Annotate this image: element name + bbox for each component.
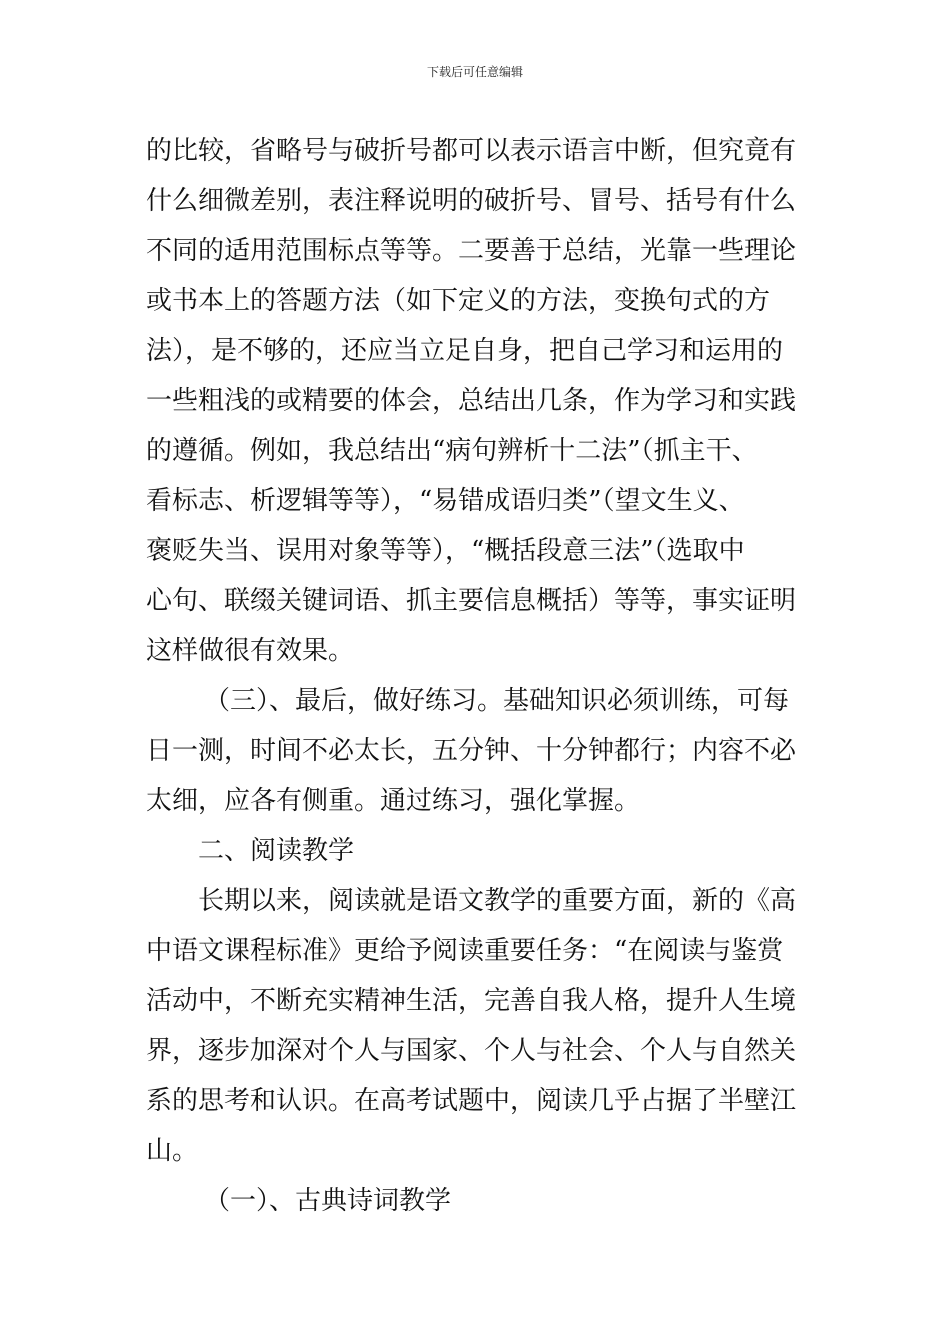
text-line: 这样做很有效果。 bbox=[146, 636, 355, 666]
text-line: 不同的适用范围标点等等。二要善于总结，光靠一些理论 bbox=[146, 236, 797, 266]
page-header: 下载后可任意编辑 bbox=[426, 65, 523, 79]
paragraph-start-line: 长期以来，阅读就是语文教学的重要方面，新的《高 bbox=[198, 886, 797, 916]
text-line: 一些粗浅的或精要的体会，总结出几条，作为学习和实践 bbox=[146, 386, 797, 416]
subsection-heading: （一）、古典诗词教学 bbox=[204, 1186, 452, 1216]
text-line: 法），是不够的，还应当立足自身，把自己学习和运用的 bbox=[146, 336, 784, 366]
text-line: 日一测，时间不必太长，五分钟、十分钟都行；内容不必 bbox=[146, 736, 797, 766]
text-line: 或书本上的答题方法（如下定义的方法，变换句式的方 bbox=[146, 286, 771, 316]
text-line: 界，逐步加深对个人与国家、个人与社会、个人与自然关 bbox=[146, 1036, 797, 1066]
paragraph-start-line: （三）、最后，做好练习。基础知识必须训练，可每 bbox=[204, 686, 790, 716]
text-line: 系的思考和认识。在高考试题中，阅读几乎占据了半壁江 bbox=[146, 1086, 797, 1116]
text-line: 中语文课程标准》更给予阅读重要任务：“在阅读与鉴赏 bbox=[146, 936, 784, 966]
text-line: 活动中，不断充实精神生活，完善自我人格，提升人生境 bbox=[146, 986, 797, 1016]
text-line: 的遵循。例如，我总结出“病句辨析十二法”（抓主干、 bbox=[146, 436, 758, 466]
text-line: 太细，应各有侧重。通过练习，强化掌握。 bbox=[146, 786, 641, 816]
text-line: 山。 bbox=[146, 1136, 199, 1166]
document-body bbox=[146, 126, 811, 1226]
section-heading: 二、阅读教学 bbox=[198, 836, 355, 866]
text-line: 的比较，省略号与破折号都可以表示语言中断，但究竟有 bbox=[146, 136, 797, 166]
text-line: 什么细微差别，表注释说明的破折号、冒号、括号有什么 bbox=[146, 186, 797, 216]
text-line: 看标志、析逻辑等等），“易错成语归类”（望文生义、 bbox=[146, 486, 745, 516]
text-line: 褒贬失当、误用对象等等），“概括段意三法”（选取中 bbox=[146, 536, 745, 566]
text-line: 心句、联缀关键词语、抓主要信息概括）等等，事实证明 bbox=[146, 586, 797, 616]
